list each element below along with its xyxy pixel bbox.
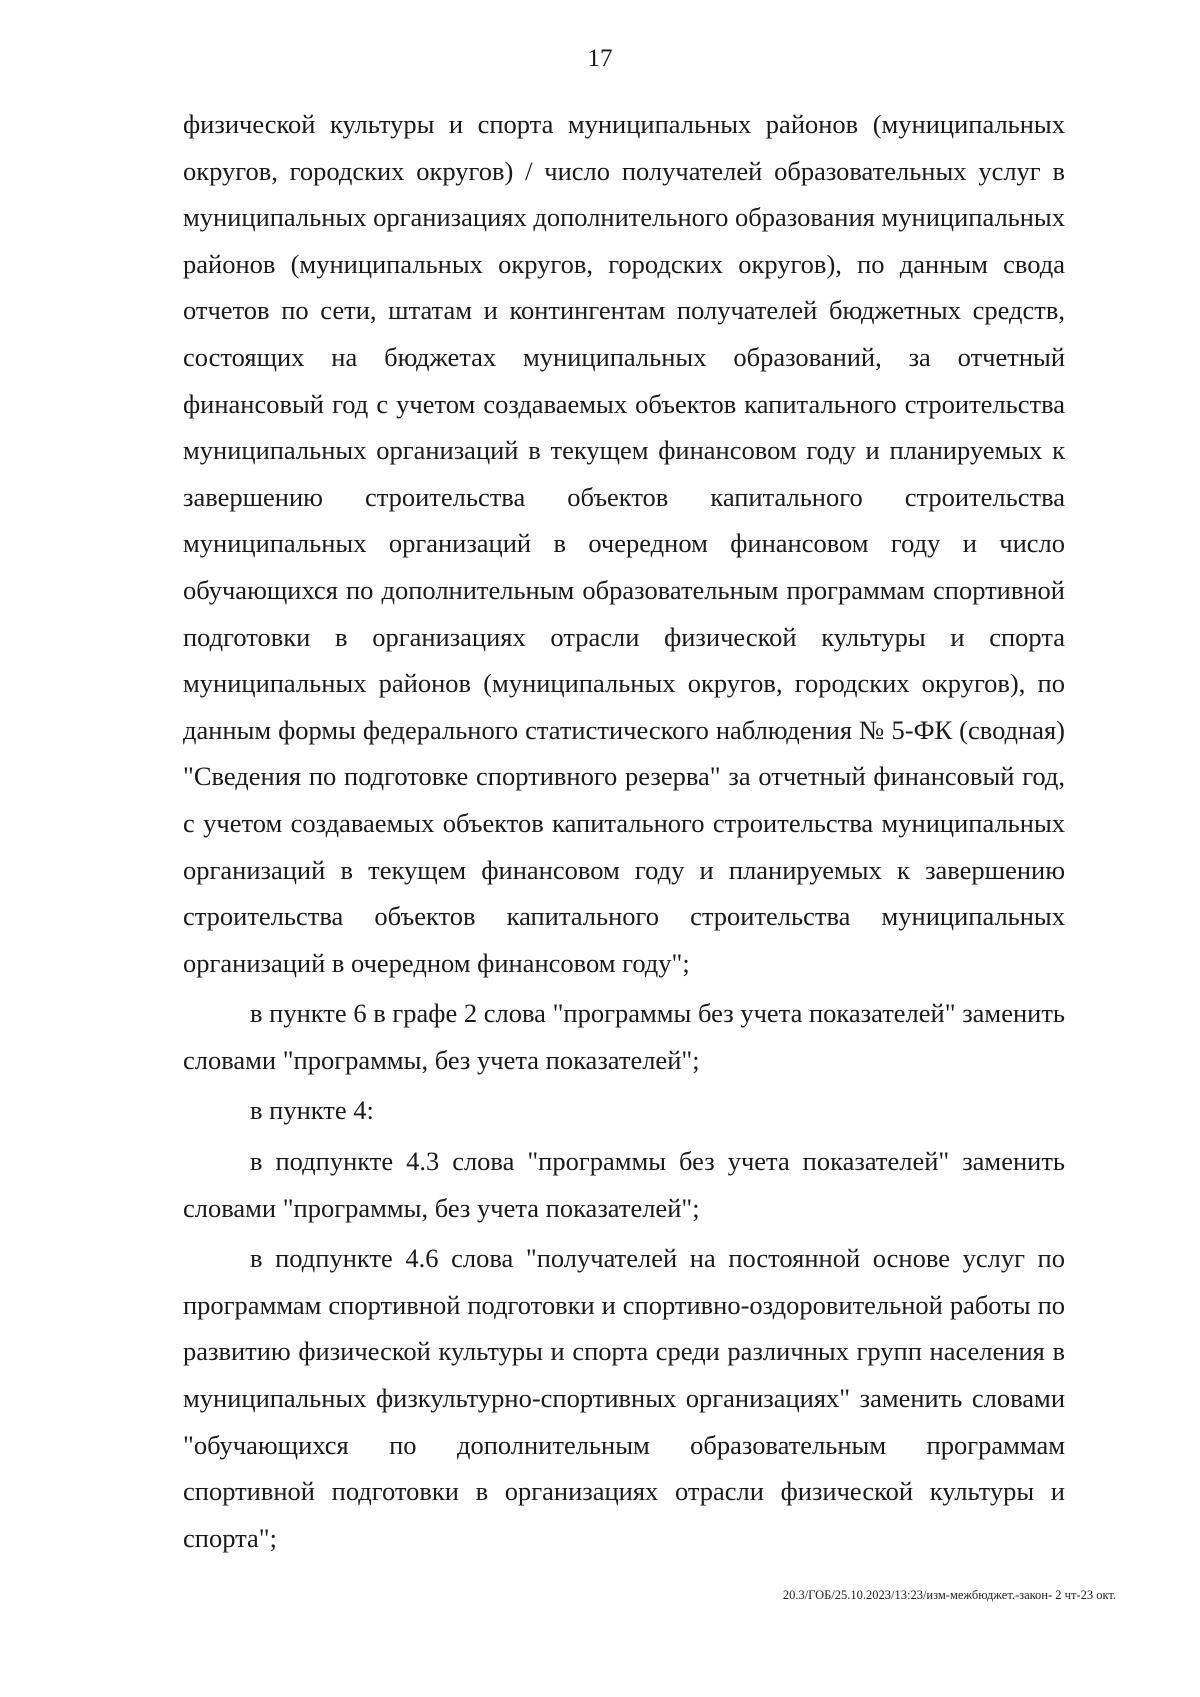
- paragraph-item-6: в пункте 6 в графе 2 слова "программы без учета показателей" заменить словами "программы, без учета показателей";: [183, 998, 1065, 1075]
- paragraph-item-4: в пункте 4:: [250, 1095, 374, 1126]
- page-number: 17: [587, 45, 613, 72]
- paragraph-continuation: физической культуры и спорта муниципальных районов (муниципальных округов, городских округов) / число получателей образовательных услуг в муниципальных организациях дополнительного образования муниципальных районов (муниципальных округов, городских округов), по данным свода отчетов по сети, штатам и контингентам получателей бюджетных средств, состоящих на бюджетах муниципальных образований, за отчетный финансовый год с учетом создаваемых объектов капитального строительства муниципальных организаций в текущем финансовом году и планируемых к завершению строительства объектов капитального строительства муниципальных организаций в очередном финансовом году и число обучающихся по дополнительным образовательным программам спортивной подготовки в организациях отрасли физической культуры и спорта муниципальных районов (муниципальных округов, городских округов), по данным формы федерального статистического наблюдения № 5-ФК (сводная) "Сведения по подготовке спортивного резерва" за отчетный финансовый год, с учетом создаваемых объектов капитального строительства муниципальных организаций в текущем финансовом году и планируемых к завершению строительства объектов капитального строительства муниципальных организаций в очередном финансовом году";: [183, 109, 1065, 978]
- paragraph-subitem-4-3: в подпункте 4.3 слова "программы без учета показателей" заменить словами "программы, без учета показателей";: [183, 1146, 1065, 1223]
- document-footer-code: 20.3/ГОБ/25.10.2023/13:23/изм-межбюджет.-закон- 2 чт-23 окт.: [782, 1588, 1116, 1602]
- document-body: [183, 101, 1065, 1565]
- paragraph-subitem-4-6: в подпункте 4.6 слова "получателей на постоянной основе услуг по программам спортивной подготовки и спортивно-оздоровительной работы по развитию физической культуры и спорта среди различных групп населения в муниципальных физкультурно-спортивных организациях" заменить словами "обучающихся по дополнительным образовательным программам спортивной подготовки в организациях отрасли физической культуры и спорта";: [183, 1243, 1065, 1553]
